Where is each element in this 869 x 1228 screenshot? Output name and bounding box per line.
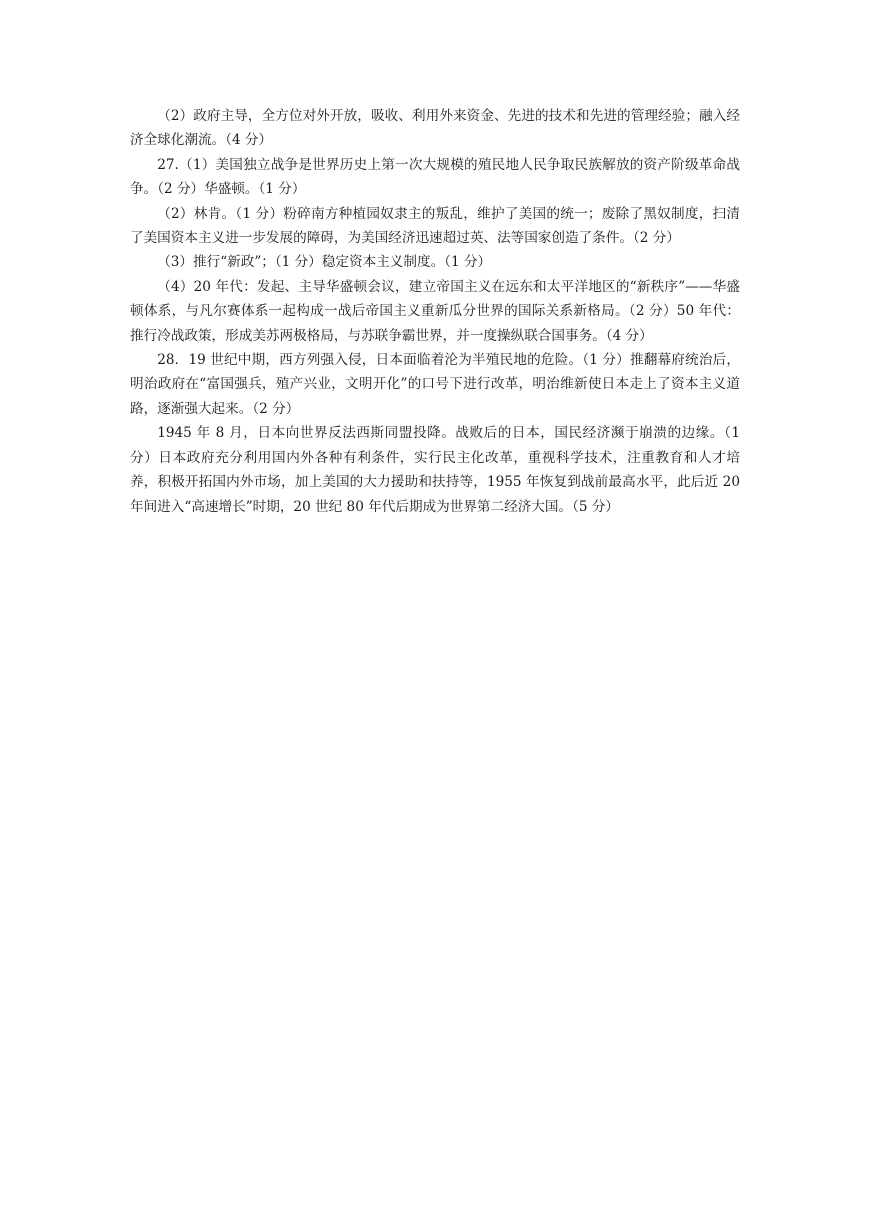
answer-paragraph-27-4: （4）20 年代：发起、主导华盛顿会议，建立帝国主义在远东和太平洋地区的“新秩序”——华盛顿体系，与凡尔赛体系一起构成一战后帝国主义重新瓜分世界的国际关系新格局。（2 分）50 年代：推行冷战政策，形成美苏两极格局，与苏联争霸世界，并一度操纵联合国事务。（4 分）: [130, 278, 740, 344]
answer-paragraph-28: 28．19 世纪中期，西方列强入侵，日本面临着沦为半殖民地的危险。（1 分）推翻幕府统治后，明治政府在“富国强兵，殖产兴业，文明开化”的口号下进行改革，明治维新使日本走上了资本主义道路，逐渐强大起来。（2 分）: [130, 352, 740, 417]
answer-paragraph-27-3: （3）推行“新政”；（1 分）稳定资本主义制度。（1 分）: [157, 254, 492, 271]
answer-document: [130, 104, 740, 519]
answer-paragraph-27-2: （2）林肯。（1 分）粉碎南方种植园奴隶主的叛乱，维护了美国的统一；废除了黑奴制度，扫清了美国资本主义进一步发展的障碍，为美国经济迅速超过英、法等国家创造了条件。（2 分）: [130, 205, 740, 247]
answer-paragraph-28-continued: 1945 年 8 月，日本向世界反法西斯同盟投降。战败后的日本，国民经济濒于崩溃的边缘。（1 分）日本政府充分利用国内外各种有利条件，实行民主化改革，重视科学技术，注重教育和人才培养，积极开拓国内外市场，加上美国的大力援助和扶持等，1955 年恢复到战前最高水平，此后近 20 年间进入“高速增长”时期，20 世纪 80 年代后期成为世界第二经济大国。（5 分）: [130, 425, 740, 515]
answer-paragraph-26-2: （2）政府主导，全方位对外开放，吸收、利用外来资金、先进的技术和先进的管理经验；融入经济全球化潮流。（4 分）: [130, 108, 740, 149]
answer-paragraph-27-1: 27.（1）美国独立战争是世界历史上第一次大规模的殖民地人民争取民族解放的资产阶级革命战争。（2 分）华盛顿。（1 分）: [130, 156, 740, 198]
